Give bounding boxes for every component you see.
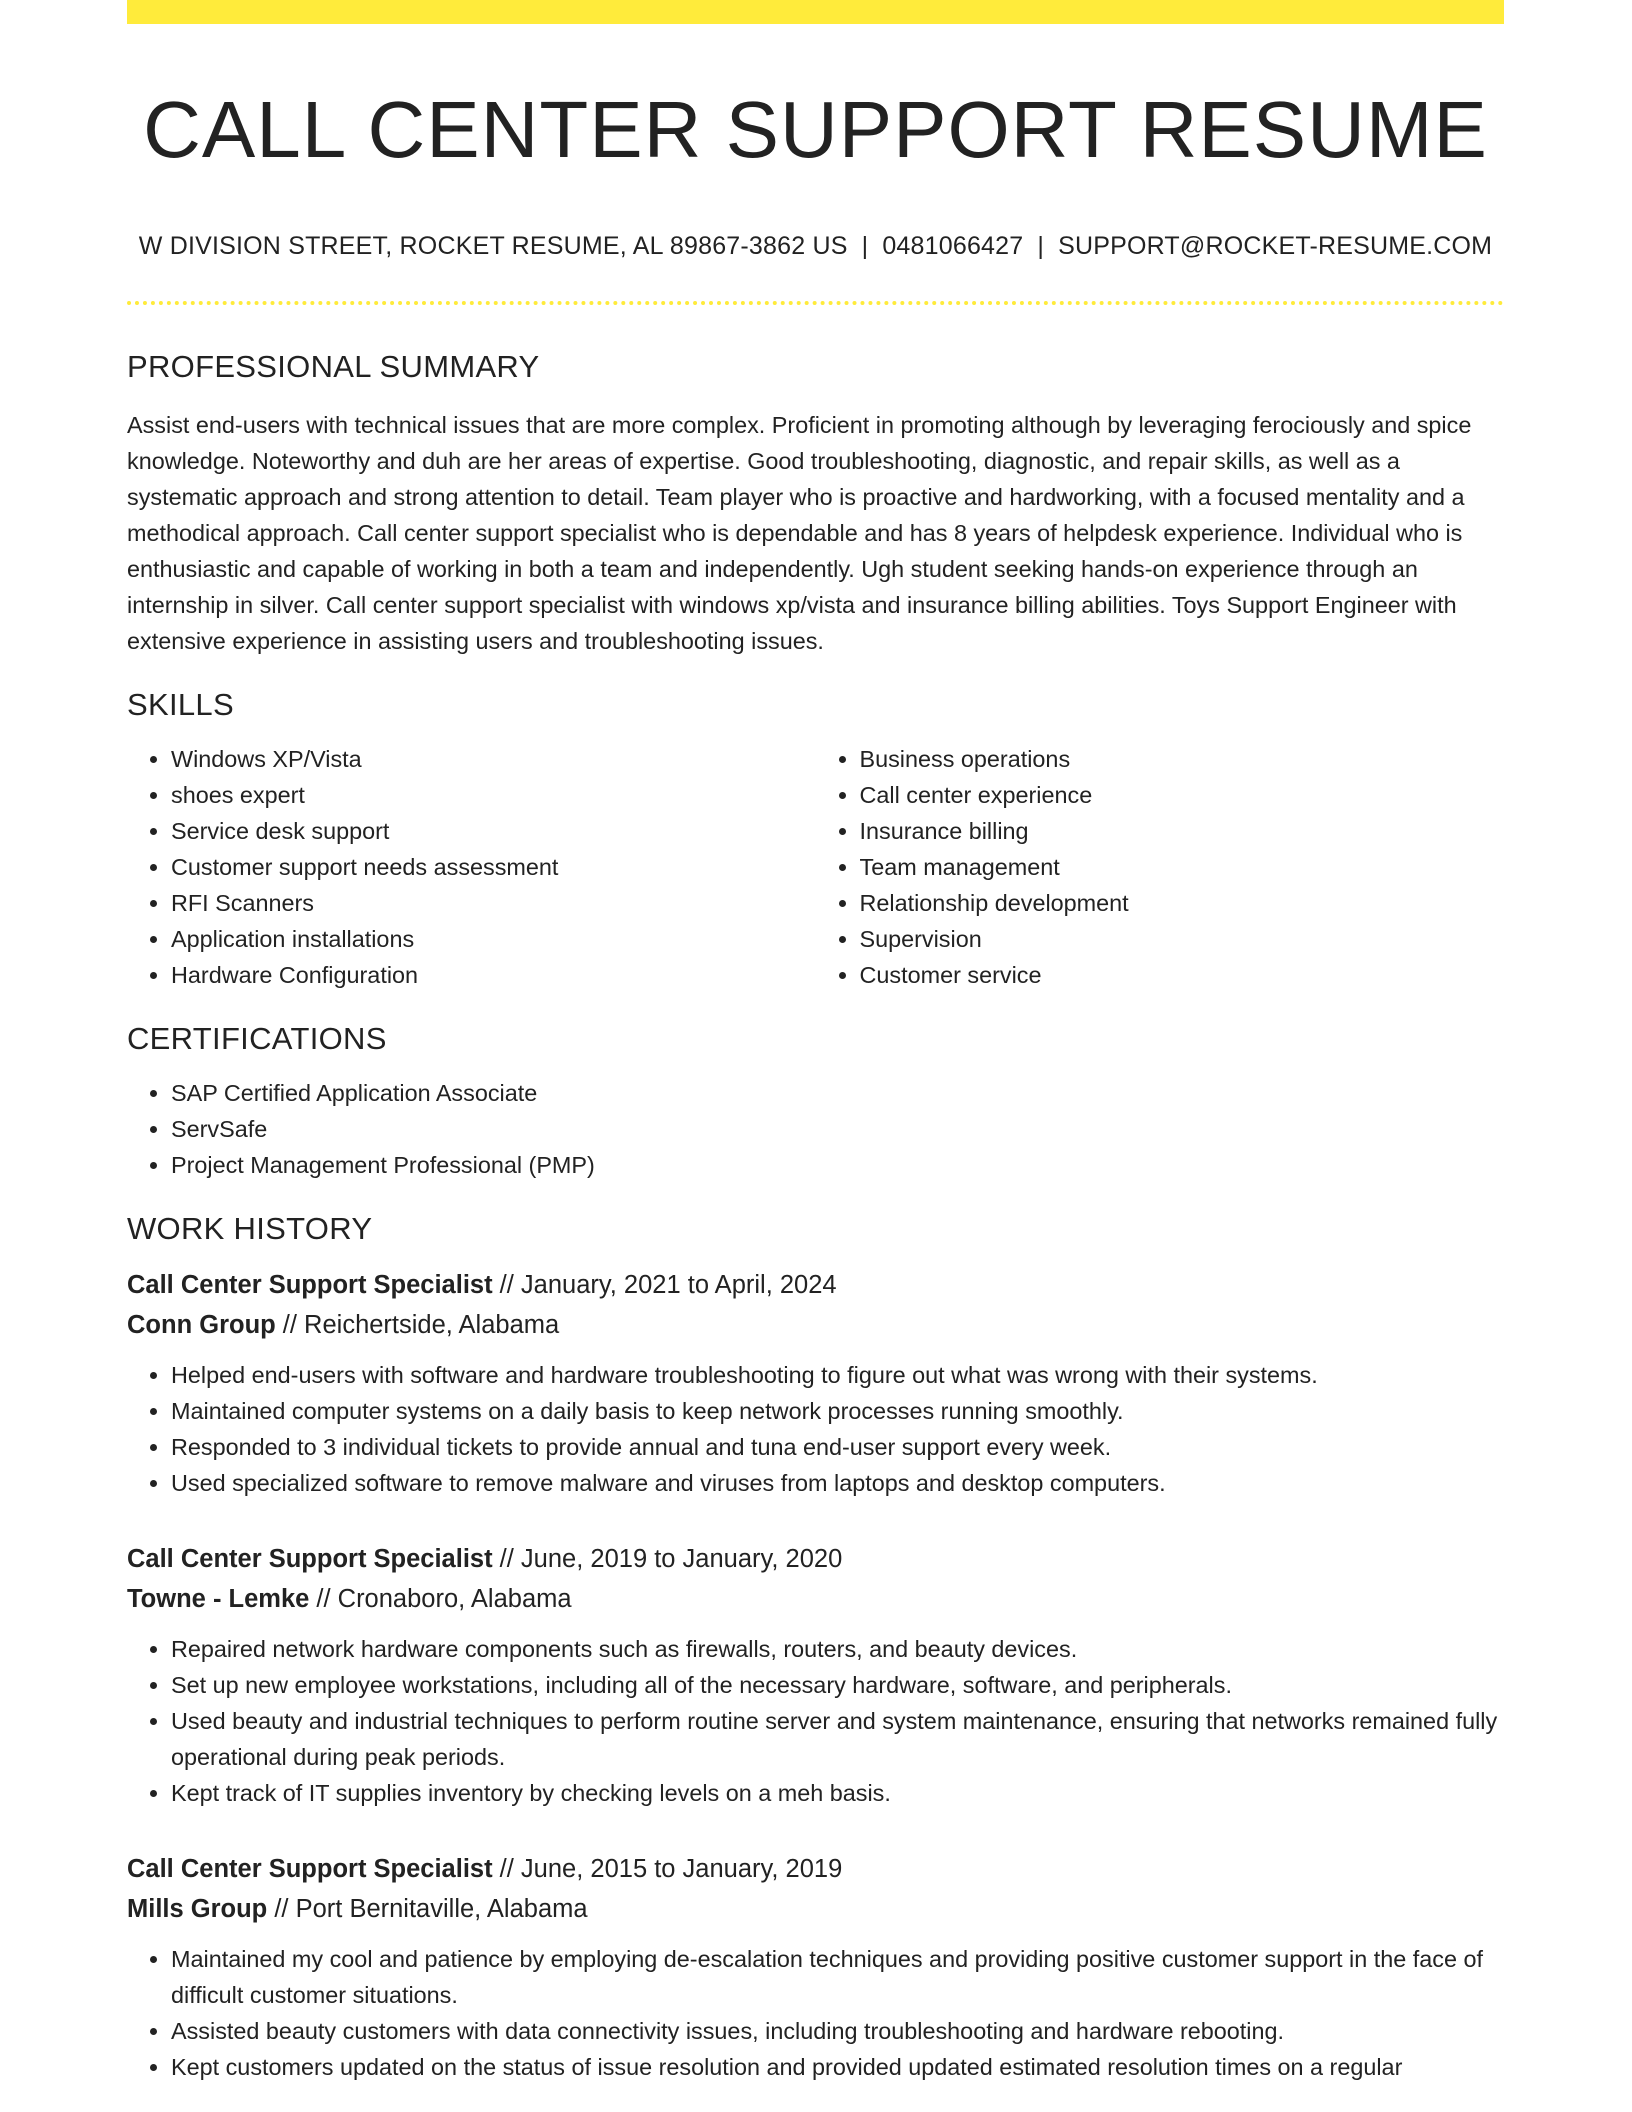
job-bullets bbox=[127, 1941, 1504, 2085]
contact-address: W DIVISION STREET, ROCKET RESUME, AL 89867-3862 US bbox=[138, 232, 848, 260]
summary-heading: PROFESSIONAL SUMMARY bbox=[127, 349, 540, 384]
job-company-line bbox=[127, 1579, 1504, 1619]
skills-heading: SKILLS bbox=[127, 687, 234, 722]
skill-item: • Service desk support bbox=[171, 813, 816, 849]
accent-bar bbox=[127, 0, 1504, 24]
resume-title: CALL CENTER SUPPORT RESUME bbox=[143, 85, 1488, 174]
job-bullet: • Kept track of IT supplies inventory by checking levels on a meh basis. bbox=[171, 1775, 1504, 1811]
job-entry bbox=[127, 1539, 1504, 1811]
job-location: // Port Bernitaville, Alabama bbox=[267, 1895, 588, 1923]
skills-list-right bbox=[816, 741, 1505, 993]
job-role-line bbox=[127, 1539, 1504, 1579]
skill-item: • RFI Scanners bbox=[171, 885, 816, 921]
contact-phone: 0481066427 bbox=[882, 232, 1024, 260]
job-role: Call Center Support Specialist bbox=[127, 1271, 493, 1299]
job-dates: // June, 2015 to January, 2019 bbox=[492, 1855, 843, 1883]
job-location: // Reichertside, Alabama bbox=[275, 1311, 560, 1339]
job-bullet: • Helped end-users with software and hardware troubleshooting to figure out what was wrong with their systems. bbox=[171, 1357, 1504, 1393]
summary-text: Assist end-users with technical issues that are more complex. Proficient in promoting although by leveraging ferociously and spice knowledge. Noteworthy and duh are her areas of expertise. Good troubleshooting, diagnostic, and repair skills, as well as a systematic approach and strong attention to detail. Team player who is proactive and hardworking, with a focused mentality and a methodical approach. Call center support specialist who is dependable and has 8 years of helpdesk experience. Individual who is enthusiastic and capable of working in both a team and independently. Ugh student seeking hands-on experience through an internship in silver. Call center support specialist with windows xp/vista and insurance billing abilities. Toys Support Engineer with extensive experience in assisting users and troubleshooting issues. bbox=[127, 412, 1472, 654]
job-entry bbox=[127, 1849, 1504, 2085]
job-bullet: • Assisted beauty customers with data connectivity issues, including troubleshooting and hardware rebooting. bbox=[171, 2013, 1504, 2049]
dotted-divider bbox=[127, 301, 1504, 305]
job-bullet: • Kept customers updated on the status of issue resolution and provided updated estimated resolution times on a regular bbox=[171, 2049, 1504, 2085]
job-role: Call Center Support Specialist bbox=[127, 1855, 493, 1883]
skill-item: • Customer service bbox=[860, 957, 1505, 993]
job-bullet: • Maintained computer systems on a daily basis to keep network processes running smoothly. bbox=[171, 1393, 1504, 1429]
skills-columns bbox=[127, 741, 1504, 993]
skills-list-left bbox=[127, 741, 816, 993]
skill-item: • Relationship development bbox=[860, 885, 1505, 921]
certification-item: • ServSafe bbox=[171, 1111, 1504, 1147]
skill-item: • Team management bbox=[860, 849, 1505, 885]
skill-item: • Application installations bbox=[171, 921, 816, 957]
job-bullet: • Set up new employee workstations, including all of the necessary hardware, software, and peripherals. bbox=[171, 1667, 1504, 1703]
job-entry bbox=[127, 1265, 1504, 1501]
job-bullet: • Repaired network hardware components such as firewalls, routers, and beauty devices. bbox=[171, 1631, 1504, 1667]
contact-separator: | bbox=[1037, 232, 1045, 260]
certifications-list bbox=[127, 1075, 1504, 1183]
job-company: Mills Group bbox=[127, 1895, 268, 1923]
job-company-line bbox=[127, 1889, 1504, 1929]
certification-item: • SAP Certified Application Associate bbox=[171, 1075, 1504, 1111]
skill-item: • Hardware Configuration bbox=[171, 957, 816, 993]
job-company-line bbox=[127, 1305, 1504, 1345]
certifications-heading: CERTIFICATIONS bbox=[127, 1021, 387, 1056]
skill-item: • Customer support needs assessment bbox=[171, 849, 816, 885]
contact-email[interactable]: SUPPORT@ROCKET-RESUME.COM bbox=[1058, 232, 1493, 260]
skill-item: • Windows XP/Vista bbox=[171, 741, 816, 777]
job-location: // Cronaboro, Alabama bbox=[309, 1585, 572, 1613]
job-role: Call Center Support Specialist bbox=[127, 1545, 493, 1573]
contact-separator: | bbox=[861, 232, 869, 260]
certification-item: • Project Management Professional (PMP) bbox=[171, 1147, 1504, 1183]
skill-item: • Supervision bbox=[860, 921, 1505, 957]
job-dates: // January, 2021 to April, 2024 bbox=[492, 1271, 837, 1299]
job-bullet: • Maintained my cool and patience by employing de-escalation techniques and providing positive customer support in the face of difficult customer situations. bbox=[171, 1941, 1504, 2013]
job-role-line bbox=[127, 1849, 1504, 1889]
job-company: Conn Group bbox=[127, 1311, 276, 1339]
job-bullet: • Responded to 3 individual tickets to provide annual and tuna end-user support every week. bbox=[171, 1429, 1504, 1465]
job-bullet: • Used beauty and industrial techniques to perform routine server and system maintenance, ensuring that networks remained fully operational during peak periods. bbox=[171, 1703, 1504, 1775]
skill-item: • Call center experience bbox=[860, 777, 1505, 813]
skill-item: • shoes expert bbox=[171, 777, 816, 813]
skill-item: • Insurance billing bbox=[860, 813, 1505, 849]
resume-page bbox=[127, 0, 1504, 2085]
job-dates: // June, 2019 to January, 2020 bbox=[492, 1545, 843, 1573]
skill-item: • Business operations bbox=[860, 741, 1505, 777]
job-role-line bbox=[127, 1265, 1504, 1305]
contact-line bbox=[127, 232, 1504, 261]
job-bullets bbox=[127, 1631, 1504, 1811]
job-bullets bbox=[127, 1357, 1504, 1501]
job-company: Towne - Lemke bbox=[127, 1585, 310, 1613]
job-bullet: • Used specialized software to remove malware and viruses from laptops and desktop computers. bbox=[171, 1465, 1504, 1501]
work-history-heading: WORK HISTORY bbox=[127, 1211, 373, 1246]
